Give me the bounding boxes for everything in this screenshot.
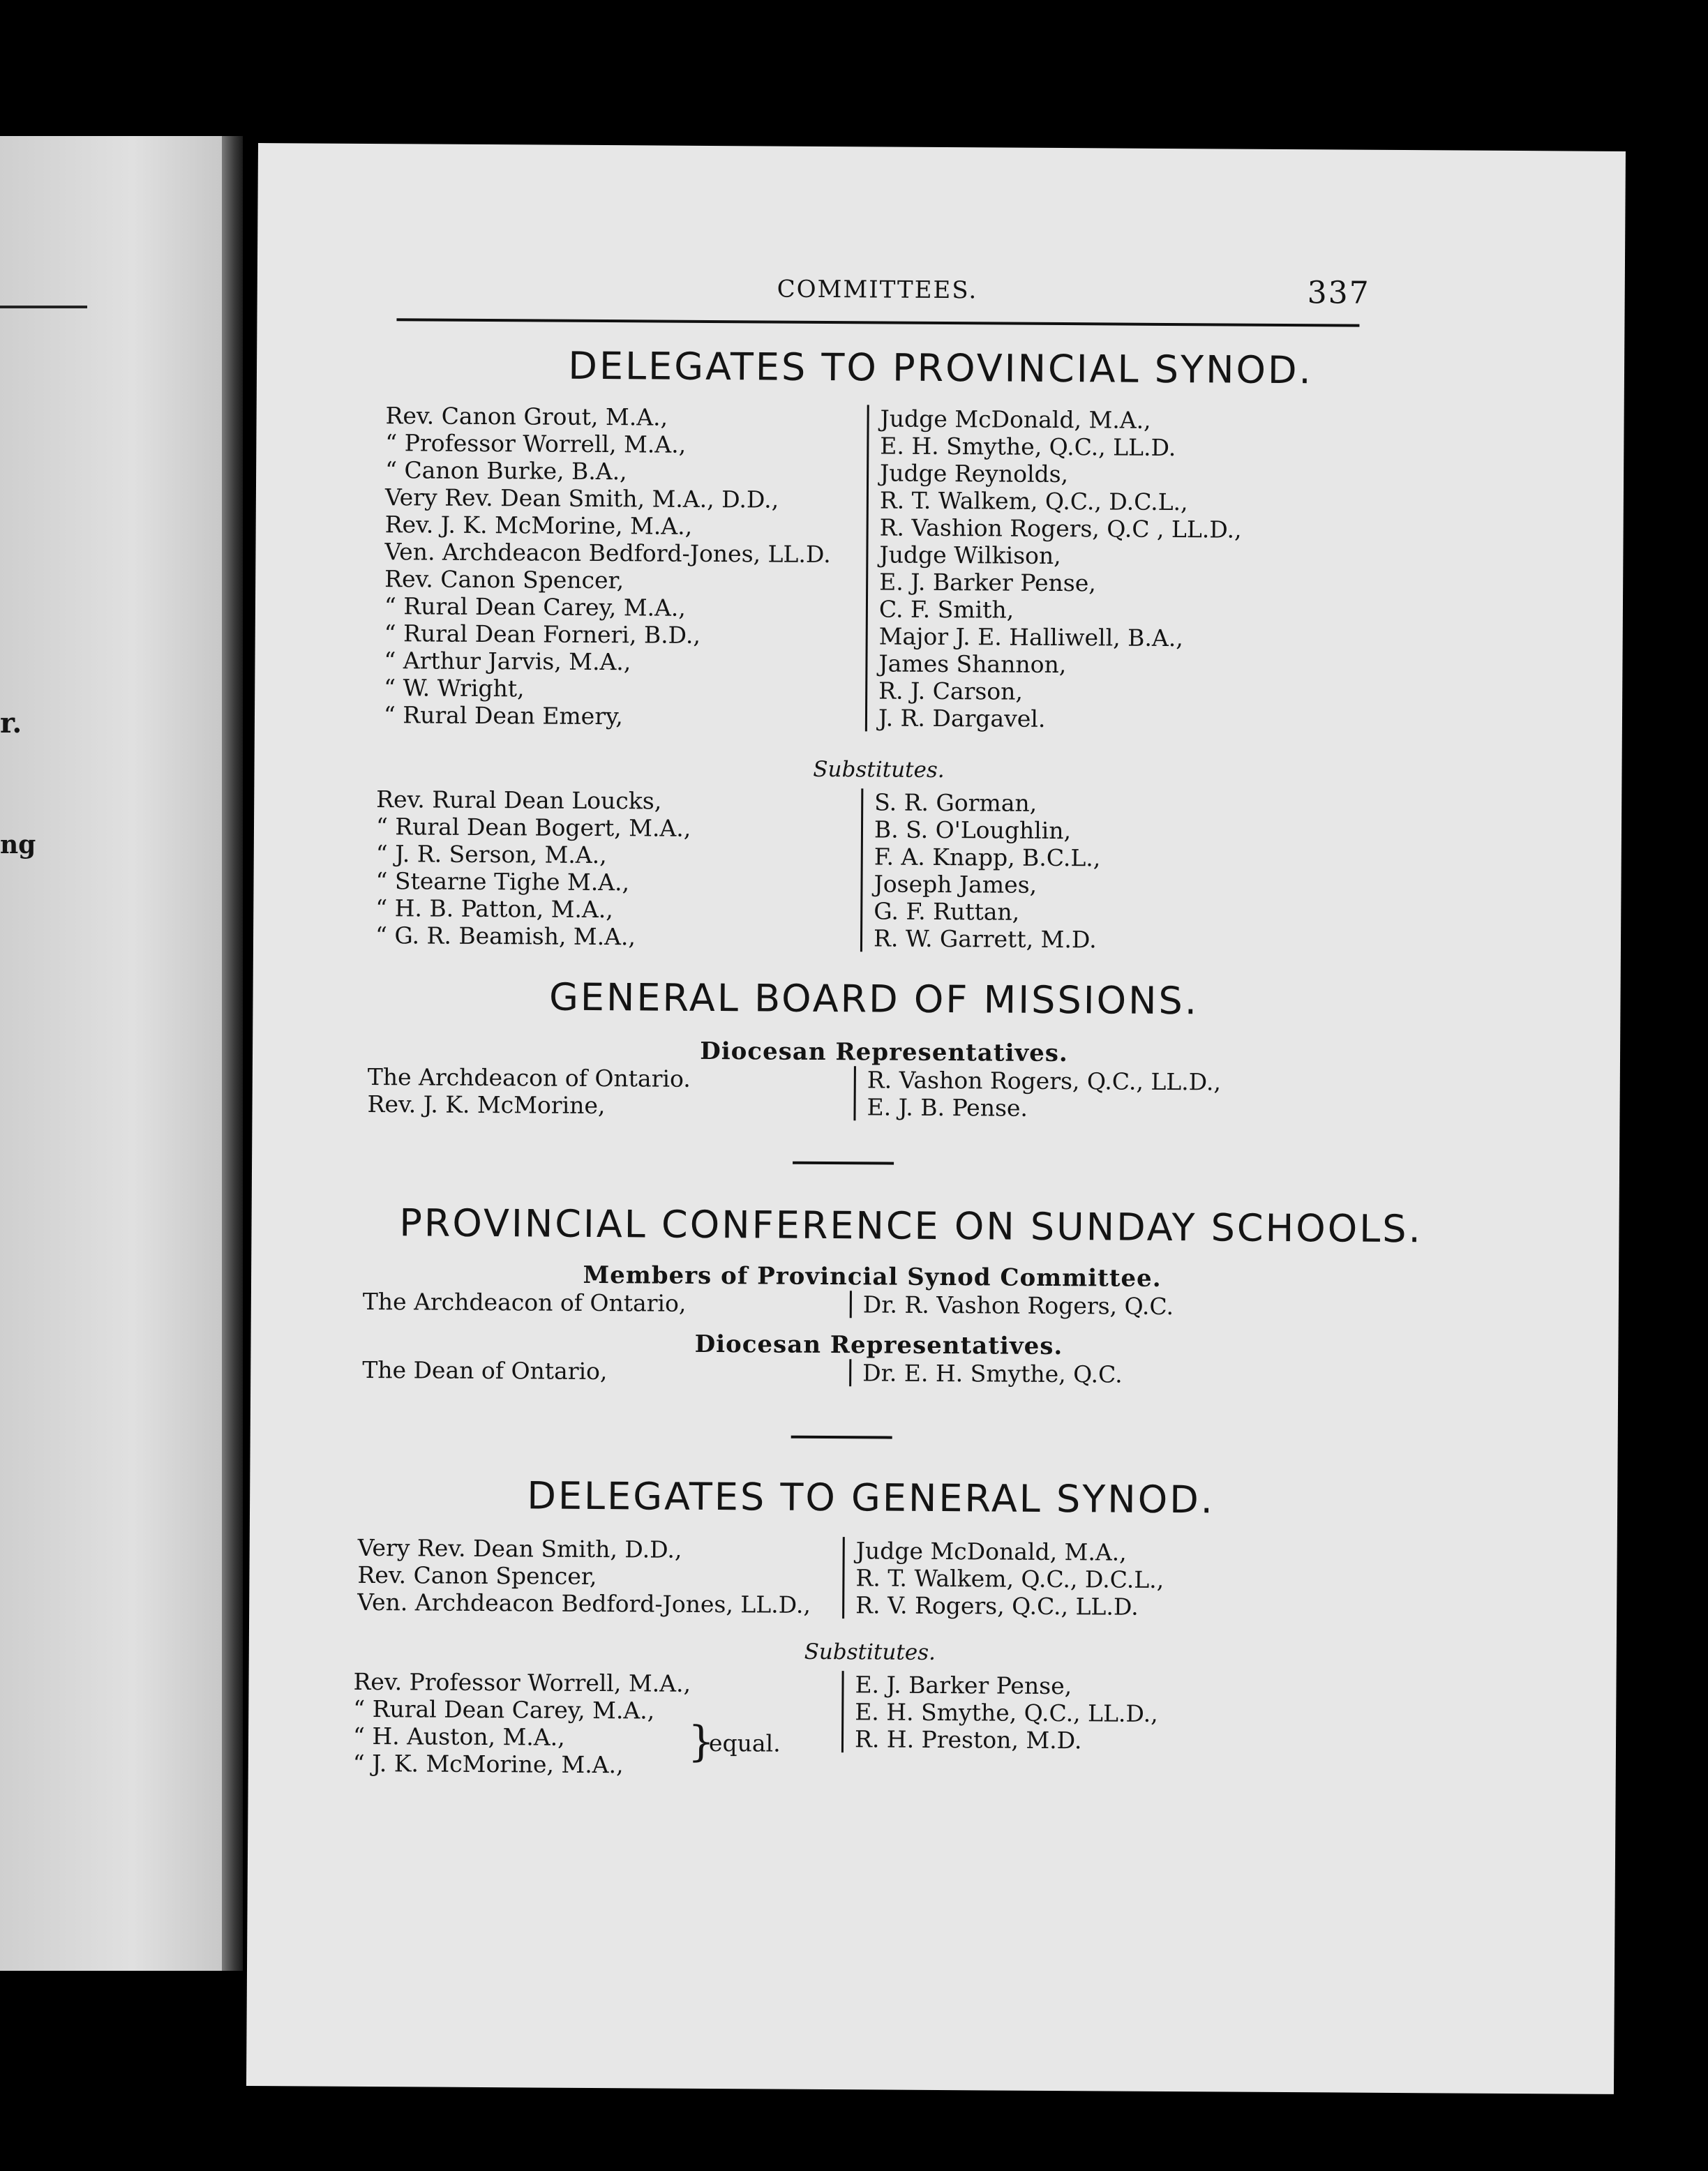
running-head	[257, 272, 1370, 311]
list-item: “ Stearne Tighe M.A.,	[375, 867, 630, 896]
list-item: Judge McDonald, M.A.,	[880, 405, 1151, 434]
list-item: “ Rural Dean Forneri, B.D.,	[384, 619, 701, 649]
list-item: R. W. Garrett, M.D.	[873, 924, 1097, 954]
list-item: Joseph James,	[874, 870, 1037, 899]
list-item: Very Rev. Dean Smith, M.A., D.D.,	[384, 483, 779, 513]
list-item: “ H. Auston, M.A.,	[352, 1722, 565, 1751]
provincial-synod-substitutes-laity	[860, 788, 1101, 953]
sunday-schools-subheading-diocesan: Diocesan Representatives.	[694, 1330, 1063, 1361]
book-page	[246, 143, 1626, 2094]
page-number: 337	[1307, 275, 1370, 311]
list-item: “ Rural Dean Emery,	[383, 701, 623, 730]
provincial-synod-laity-list	[865, 405, 1243, 733]
list-item: Major J. E. Halliwell, B.A.,	[878, 622, 1183, 652]
list-item: R. Vashion Rogers, Q.C , LL.D.,	[879, 513, 1242, 543]
provincial-synod-substitutes-clergy	[375, 786, 691, 951]
substitutes-label: Substitutes.	[813, 756, 945, 783]
list-item: James Shannon,	[878, 649, 1067, 679]
substitutes-label: Substitutes.	[804, 1639, 936, 1665]
general-synod-laity-list	[842, 1537, 1164, 1621]
list-item: Judge Reynolds,	[880, 459, 1069, 488]
list-item: Rev. J. K. McMorine, M.A.,	[384, 511, 693, 540]
list-item: Rev. Canon Spencer,	[357, 1561, 597, 1591]
sunday-schools-subheading-members: Members of Provincial Synod Committee.	[583, 1261, 1162, 1293]
list-item: Rev. Canon Grout, M.A.,	[385, 402, 668, 431]
running-title: COMMITTEES.	[777, 275, 978, 305]
list-item: S. R. Gorman,	[874, 788, 1037, 817]
list-item: G. F. Ruttan,	[874, 897, 1020, 926]
list-item: Ven. Archdeacon Bedford-Jones, LL.D.	[384, 538, 831, 569]
list-item: “ G. R. Beamish, M.A.,	[375, 922, 636, 951]
list-item: “ Arthur Jarvis, M.A.,	[384, 647, 631, 676]
provincial-synod-clergy-list	[384, 402, 832, 731]
list-item: “ Rural Dean Bogert, M.A.,	[375, 813, 691, 842]
section-heading-sunday-schools: PROVINCIAL CONFERENCE ON SUNDAY SCHOOLS.	[399, 1201, 1423, 1252]
list-item: “ Rural Dean Carey, M.A.,	[353, 1695, 655, 1725]
list-item: “ J. K. McMorine, M.A.,	[352, 1749, 624, 1779]
list-item: Rev. Canon Spencer,	[384, 565, 624, 594]
list-item: Rev. Rural Dean Loucks,	[376, 786, 662, 815]
list-item: R. V. Rogers, Q.C., LL.D.	[855, 1591, 1139, 1621]
header-rule	[396, 318, 1359, 326]
equal-brace: }	[687, 1717, 715, 1767]
list-item: C. F. Smith,	[878, 595, 1014, 624]
list-item: The Archdeacon of Ontario.	[367, 1062, 691, 1092]
list-item: F. A. Knapp, B.C.L.,	[874, 843, 1101, 872]
list-item: Rev. Professor Worrell, M.A.,	[353, 1667, 691, 1697]
section-divider	[791, 1436, 892, 1439]
list-item: E. H. Smythe, Q.C., LL.D.,	[855, 1698, 1158, 1727]
list-item: Rev. J. K. McMorine,	[367, 1090, 606, 1120]
list-item: E. J. Barker Pense,	[855, 1671, 1072, 1700]
list-item: “ W. Wright,	[384, 674, 525, 703]
list-item: “ Rural Dean Carey, M.A.,	[384, 592, 686, 622]
general-synod-substitutes-clergy	[353, 1668, 691, 1779]
facing-page-fragment: r.	[0, 707, 22, 739]
section-heading-missions: GENERAL BOARD OF MISSIONS.	[548, 975, 1199, 1023]
general-synod-substitutes-laity	[841, 1671, 1158, 1755]
list-item: E. H. Smythe, Q.C., LL.D.	[880, 432, 1176, 462]
section-heading-provincial-synod: DELEGATES TO PROVINCIAL SYNOD.	[568, 343, 1313, 393]
sunday-schools-left-1: The Archdeacon of Ontario,	[362, 1287, 687, 1317]
facing-page-fragment: ng	[0, 830, 36, 859]
list-item: R. T. Walkem, Q.C., D.C.L.,	[855, 1564, 1164, 1593]
list-item: R. Vashon Rogers, Q.C., LL.D.,	[867, 1066, 1222, 1096]
facing-page	[0, 136, 222, 1971]
list-item: E. J. Barker Pense,	[879, 568, 1096, 597]
general-synod-clergy-list	[357, 1534, 811, 1618]
list-item: “ H. B. Patton, M.A.,	[375, 894, 613, 924]
list-item: B. S. O'Loughlin,	[874, 816, 1072, 845]
facing-page-rule	[0, 306, 87, 308]
missions-subheading: Diocesan Representatives.	[700, 1037, 1068, 1068]
sunday-schools-left-2: The Dean of Ontario,	[362, 1355, 608, 1385]
list-item: Judge McDonald, M.A.,	[855, 1537, 1127, 1566]
list-item: Ven. Archdeacon Bedford-Jones, LL.D.,	[357, 1588, 811, 1618]
sunday-schools-right-2: Dr. E. H. Smythe, Q.C.	[849, 1359, 1123, 1388]
list-item: Very Rev. Dean Smith, D.D.,	[357, 1533, 682, 1563]
list-item: J. R. Dargavel.	[878, 704, 1046, 733]
equal-label: equal.	[708, 1729, 781, 1757]
list-item: Judge Wilkison,	[879, 541, 1061, 570]
list-item: “ J. R. Serson, M.A.,	[375, 840, 607, 869]
section-divider	[793, 1162, 894, 1165]
missions-right-list	[853, 1066, 1221, 1122]
list-item: E. J. B. Pense.	[867, 1093, 1028, 1122]
list-item: R. H. Preston, M.D.	[854, 1725, 1082, 1755]
list-item: R. J. Carson,	[878, 677, 1024, 705]
section-heading-general-synod: DELEGATES TO GENERAL SYNOD.	[527, 1473, 1215, 1522]
list-item: “ Professor Worrell, M.A.,	[385, 429, 687, 458]
list-item: R. T. Walkem, Q.C., D.C.L.,	[879, 486, 1188, 516]
missions-left-list	[367, 1063, 690, 1120]
list-item: “ Canon Burke, B.A.,	[385, 456, 627, 486]
sunday-schools-right-1: Dr. R. Vashon Rogers, Q.C.	[850, 1291, 1174, 1320]
